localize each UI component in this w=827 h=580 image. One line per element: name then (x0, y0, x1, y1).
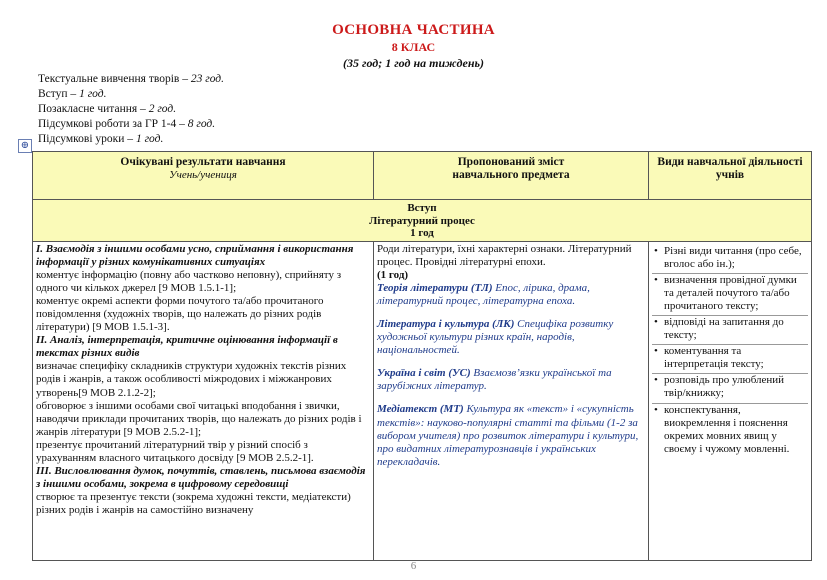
content-culture: Література і культура (ЛК) Специфіка розвитку художньої культури різних країн, народів, національностей. (377, 317, 614, 357)
content-hours: (1 год) (377, 268, 409, 281)
goal-text: презентує прочитаний літературний твір у різний спосіб з урахуванням власного читацького досвіду [9 МОВ 2.5.2-1]. (36, 438, 314, 464)
curriculum-table (32, 151, 812, 561)
section-row (33, 200, 812, 242)
table-row (33, 241, 812, 560)
goal-text: визначає специфіку складників структури художніх текстів різних родів і жанрів, а також особливості міжродових і міжжанрових утворень[9 МОВ 2.1.2-2]; (36, 360, 347, 399)
hours-item: Текстуальне вивчення творів – 23 год. (38, 73, 224, 85)
hours-item: Підсумкові роботи за ГР 1-4 – 8 год. (38, 118, 216, 130)
content-text: Роди літератури, їхні характерні ознаки. Літературний процес. Провідні літературні епохи. (377, 242, 632, 268)
grade-label: 8 КЛАС (391, 40, 436, 54)
header-expected-results: Очікувані результати навчання Учень/учениця (33, 152, 374, 200)
hours-item: Вступ – 1 год. (38, 88, 107, 100)
goal-heading: ІІ. Аналіз, інтерпретація, критичне оцінювання інформації в текстах різних видів (36, 334, 338, 360)
list-item: • розповідь про улюблений твір/книжку; (652, 373, 808, 400)
proposed-content-cell (374, 241, 649, 560)
page-title: ОСНОВНА ЧАСТИНА (332, 22, 495, 38)
hours-list (38, 72, 224, 147)
table-move-handle-icon[interactable]: ⊕ (18, 139, 32, 153)
hours-item: Підсумкові уроки – 1 год. (38, 133, 164, 145)
list-item: • Різні види читання (про себе, вголос або ін.); (652, 245, 808, 271)
content-mediatext: Медіатекст (МТ) Культура як «текст» і «сукупність текстів»: науково-популярні статті та фільми (1-2 за вибором учителя) про розвиток літератури і культури, про видатних літературознавців і українських перекладачів. (377, 403, 639, 468)
hours-note: (35 год; 1 год на тиждень) (343, 56, 484, 70)
table-header-row (33, 152, 812, 200)
activities-list (652, 245, 808, 456)
goal-heading: ІІІ. Висловлювання думок, почуттів, ставлень, письмова взаємодія з іншими особами, зокрема в цифровому середовищі (36, 465, 366, 491)
activities-cell (649, 241, 812, 560)
goal-text: обговорює з іншими особами свої читацькі вподобання і звички, наводячи приклади прочитаних творів, що належать до різних родів і жанрів літератури [9 МОВ 2.5.2-1]; (36, 399, 362, 438)
goal-text: коментує окремі аспекти форми почутого та/або прочитаного повідомлення (художніх творів, що належать до різних родів літератури) [9 МОВ 1.5.1-3]. (36, 294, 324, 334)
section-heading: Вступ Літературний процес 1 год (33, 200, 812, 242)
goal-text: коментує інформацію (повну або частково неповну), сприйняту з одного чи кількох джерел [9 МОВ 1.5.1-1]; (36, 268, 342, 294)
page-number: 6 (410, 560, 417, 572)
list-item: • конспектування, виокремлення і пояснення окремих мовних явищ у своєму і чужому мовленні. (652, 403, 808, 456)
list-item: • відповіді на запитання до тексту; (652, 315, 808, 342)
content-ukraine-world: Україна і світ (УС) Взаємозв’язки української та зарубіжних літератур. (377, 367, 612, 393)
header-activities: Види навчальної діяльності учнів (649, 152, 812, 200)
header-proposed-content: Пропонований зміст навчального предмета (374, 152, 649, 200)
goal-text: створює та презентує тексти (зокрема художні тексти, медіатексти) різних родів і жанрів на самостійно визначену (36, 491, 351, 517)
expected-results-cell (33, 241, 374, 560)
list-item: • коментування та інтерпретація тексту; (652, 344, 808, 371)
hours-item: Позакласне читання – 2 год. (38, 103, 177, 115)
list-item: • визначення провідної думки та деталей почутого та/або прочитаного тексту; (652, 273, 808, 313)
content-theory: Теорія літератури (ТЛ) Епос, лірика, драма, літературний процес, літературна епоха. (377, 281, 590, 307)
goal-heading: І. Взаємодія з іншими особами усно, сприймання і використання інформації у різних комунікативних ситуаціях (36, 242, 354, 268)
